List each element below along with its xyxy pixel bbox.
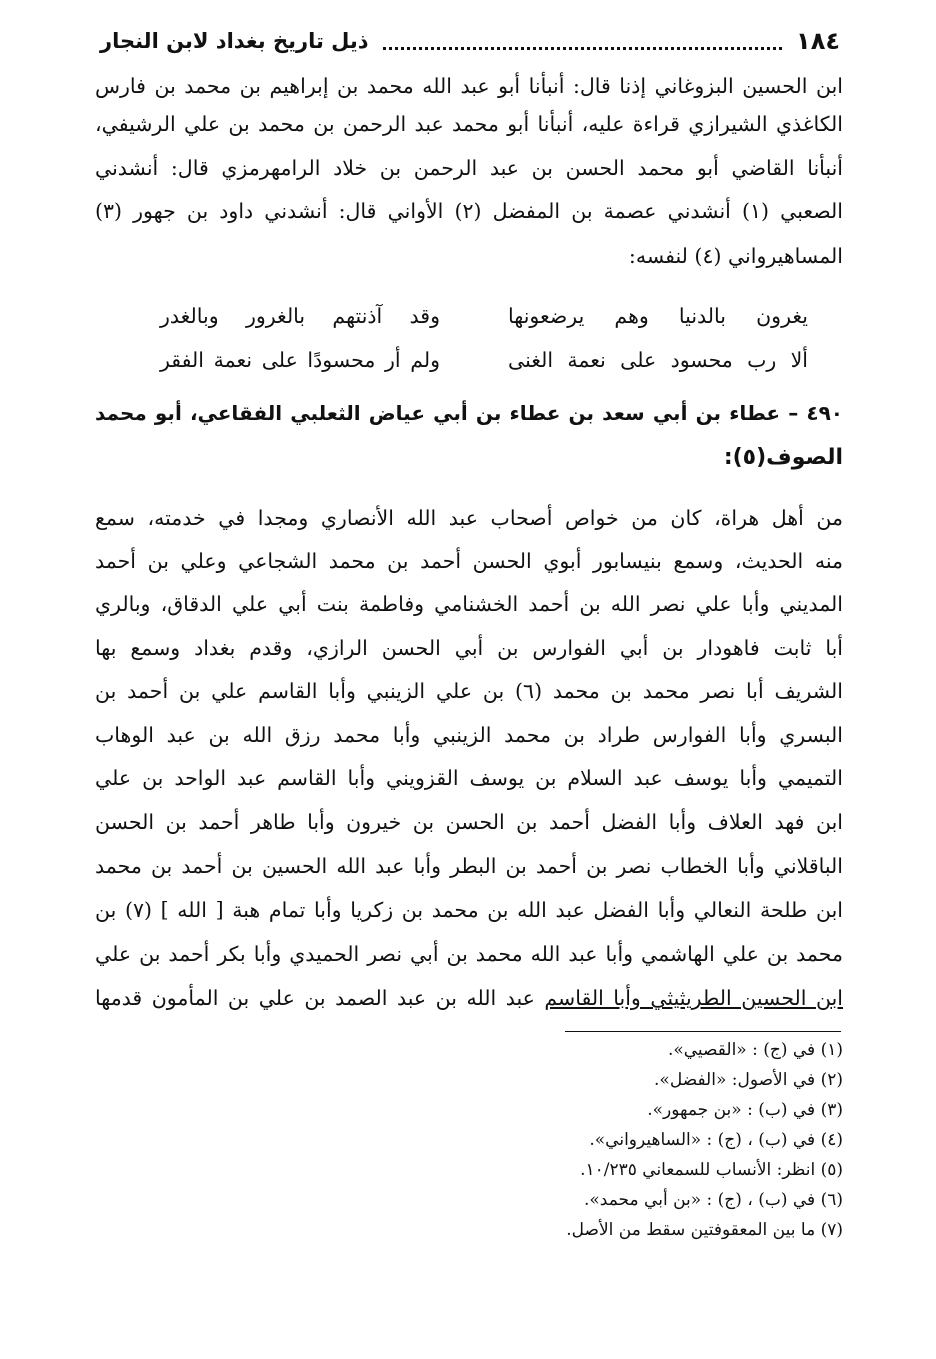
text-line: [95, 980, 843, 1016]
header-dotted-leader: [383, 33, 782, 50]
footnote: (١) في (ج) : «القصيي».: [667, 1040, 843, 1060]
running-title: ذيل تاريخ بغداد لابن النجار: [100, 29, 369, 53]
poem-hemistich-second: ولم أر محسودًا على نعمة الفقر: [160, 348, 440, 372]
entry-heading: ٤٩٠ – عطاء بن أبي سعد بن عطاء بن أبي عياض الثعلبي الفقاعي، أبو محمد: [95, 401, 843, 425]
text-line: منه الحديث، وسمع بنيسابور أبوي الحسن أحمد بن محمد الشجاعي وعلي بن أحمد: [95, 549, 843, 573]
text-line: من أهل هراة، كان من خواص أصحاب عبد الله الأنصاري ومجدا في خدمته، سمع: [95, 506, 843, 530]
text-line: الكاغذي الشيرازي قراءة عليه، أنبأنا أبو محمد عبد الرحمن بن محمد بن علي الرشيفي،: [95, 112, 843, 136]
line-text: عبد الله بن عبد الصمد بن علي بن المأمون قدمها: [95, 986, 545, 1010]
text-line: ابن الحسين البزوغاني إذنا قال: أنبأنا أبو عبد الله محمد بن إبراهيم بن محمد بن فارس: [95, 74, 843, 98]
text-line: الصعبي (١) أنشدني عصمة بن المفضل (٢) الأواني قال: أنشدني داود بن جهور (٣): [95, 199, 843, 223]
footnote-separator: [565, 1031, 841, 1032]
text-line: الشريف أبا نصر محمد بن محمد (٦) بن علي الزينبي وأبا القاسم علي بن أحمد بن: [95, 679, 843, 703]
page-number: ١٨٤: [796, 27, 840, 55]
footnote: (٢) في الأصول: «الفضل».: [654, 1070, 843, 1090]
poem-hemistich-first: ألا رب محسود على نعمة الغنى: [508, 348, 808, 372]
text-line: المديني وأبا علي نصر الله بن أحمد الخشنامي وفاطمة بنت أبي علي الدقاق، وبالري: [95, 592, 843, 616]
entry-heading-continued: الصوف(٥):: [723, 445, 843, 470]
text-line: البسري وأبا الفوارس طراد بن محمد الزينبي وأبا محمد رزق الله بن عبد الوهاب: [95, 723, 843, 747]
text-line: ابن طلحة النعالي وأبا الفضل عبد الله بن محمد بن زكريا وأبا تمام هبة [ الله ] (٧) بن: [95, 898, 843, 922]
poem-hemistich-first: يغرون بالدنيا وهم يرضعونها: [508, 304, 808, 328]
text-line: محمد بن علي الهاشمي وأبا عبد الله محمد بن أبي نصر الحميدي وأبا بكر أحمد بن علي: [95, 942, 843, 966]
text-line: التميمي وأبا يوسف عبد السلام بن يوسف القزويني وأبا القاسم عبد الواحد بن علي: [95, 766, 843, 790]
footnote: (٦) في (ب) ، (ج) : «بن أبي محمد».: [584, 1190, 843, 1210]
text-line: ابن فهد العلاف وأبا الفضل أحمد بن الحسن بن خيرون وأبا طاهر أحمد بن الحسن: [95, 810, 843, 834]
footnote: (٧) ما بين المعقوفتين سقط من الأصل.: [566, 1220, 843, 1240]
underlined-text: ابن الحسين الطريثيثي وأبا القاسم: [544, 986, 844, 1010]
footnote: (٥) انظر: الأنساب للسمعاني ١٠/٢٣٥.: [580, 1160, 843, 1180]
poem-hemistich-second: وقد آذنتهم بالغرور وبالغدر: [160, 304, 440, 328]
text-line: الباقلاني وأبا الخطاب نصر بن أحمد بن البطر وأبا عبد الله الحسين بن أحمد بن محمد: [95, 854, 843, 878]
footnote: (٣) في (ب) : «بن جمهور».: [647, 1100, 843, 1120]
footnote: (٤) في (ب) ، (ج) : «الساهيرواني».: [589, 1130, 843, 1150]
text-line: أبا ثابت فاهودار بن أبي الفوارس بن أبي الحسن الرازي، وقدم بغداد وسمع بها: [95, 636, 843, 660]
text-line: المساهيرواني (٤) لنفسه:: [628, 244, 843, 268]
page-header: [100, 24, 840, 58]
text-line: أنبأنا القاضي أبو محمد الحسن بن عبد الرحمن بن خلاد الرامهرمزي قال: أنشدني: [95, 156, 843, 180]
